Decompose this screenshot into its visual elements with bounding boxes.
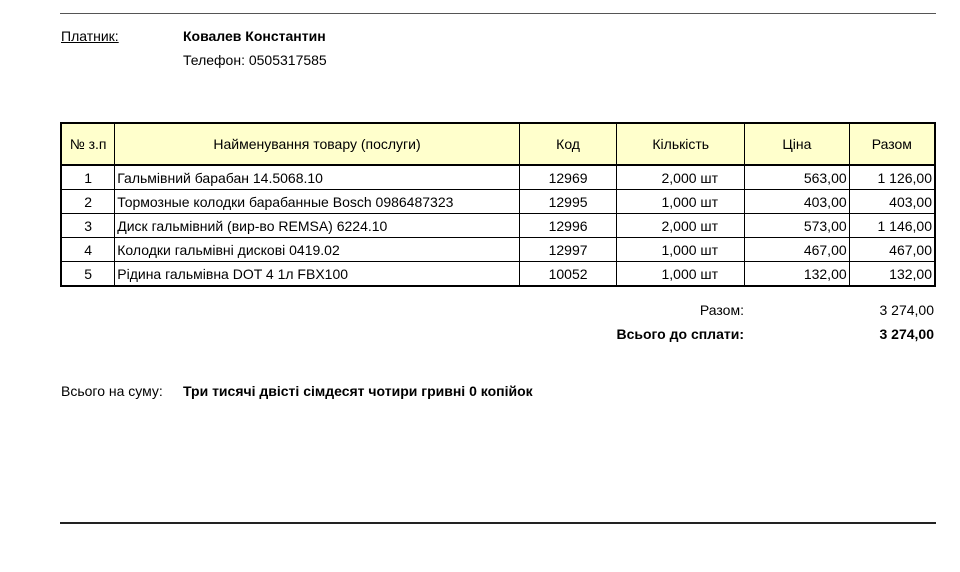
row-name: Гальмівний барабан 14.5068.10 bbox=[115, 165, 520, 190]
row-qty: 2,000 шт bbox=[617, 214, 745, 238]
amount-due-label: Всього до сплати: bbox=[616, 326, 744, 342]
top-divider bbox=[60, 13, 936, 14]
row-code: 12995 bbox=[519, 190, 617, 214]
row-total: 1 126,00 bbox=[849, 165, 935, 190]
row-code: 12969 bbox=[519, 165, 617, 190]
table-row bbox=[61, 262, 935, 287]
header-qty: Кількість bbox=[617, 123, 745, 165]
items-table bbox=[60, 122, 936, 287]
row-name: Диск гальмівний (вир-во REMSA) 6224.10 bbox=[115, 214, 520, 238]
row-name: Тормозные колодки барабанные Bosch 0986487323 bbox=[115, 190, 520, 214]
row-total: 1 146,00 bbox=[849, 214, 935, 238]
table-row bbox=[61, 238, 935, 262]
row-num: 5 bbox=[61, 262, 115, 287]
header-total: Разом bbox=[849, 123, 935, 165]
bottom-divider bbox=[60, 522, 936, 524]
header-code: Код bbox=[519, 123, 617, 165]
payer-name: Ковалев Константин bbox=[183, 28, 326, 44]
row-qty: 1,000 шт bbox=[617, 262, 745, 287]
row-total: 467,00 bbox=[849, 238, 935, 262]
row-code: 12996 bbox=[519, 214, 617, 238]
row-num: 1 bbox=[61, 165, 115, 190]
table-row bbox=[61, 190, 935, 214]
row-code: 12997 bbox=[519, 238, 617, 262]
amount-in-words-value: Три тисячі двісті сімдесят чотири гривні 0 копійок bbox=[183, 383, 533, 399]
row-num: 2 bbox=[61, 190, 115, 214]
row-price: 403,00 bbox=[745, 190, 850, 214]
header-num: № з.п bbox=[61, 123, 115, 165]
row-name: Колодки гальмівні дискові 0419.02 bbox=[115, 238, 520, 262]
table-header-row bbox=[61, 123, 935, 165]
header-price: Ціна bbox=[745, 123, 850, 165]
row-qty: 2,000 шт bbox=[617, 165, 745, 190]
subtotal-value: 3 274,00 bbox=[879, 302, 934, 318]
table-row bbox=[61, 214, 935, 238]
header-name: Найменування товару (послуги) bbox=[115, 123, 520, 165]
row-num: 3 bbox=[61, 214, 115, 238]
row-total: 132,00 bbox=[849, 262, 935, 287]
row-qty: 1,000 шт bbox=[617, 238, 745, 262]
row-price: 467,00 bbox=[745, 238, 850, 262]
row-price: 563,00 bbox=[745, 165, 850, 190]
subtotal-label: Разом: bbox=[699, 302, 744, 318]
amount-due-value: 3 274,00 bbox=[879, 326, 934, 342]
row-price: 132,00 bbox=[745, 262, 850, 287]
row-code: 10052 bbox=[519, 262, 617, 287]
payer-phone: Телефон: 0505317585 bbox=[183, 52, 327, 68]
payer-label: Платник: bbox=[61, 28, 119, 44]
amount-in-words-label: Всього на суму: bbox=[61, 383, 163, 399]
row-qty: 1,000 шт bbox=[617, 190, 745, 214]
row-name: Рідина гальмівна DOT 4 1л FBX100 bbox=[115, 262, 520, 287]
table-row bbox=[61, 165, 935, 190]
row-num: 4 bbox=[61, 238, 115, 262]
row-price: 573,00 bbox=[745, 214, 850, 238]
row-total: 403,00 bbox=[849, 190, 935, 214]
